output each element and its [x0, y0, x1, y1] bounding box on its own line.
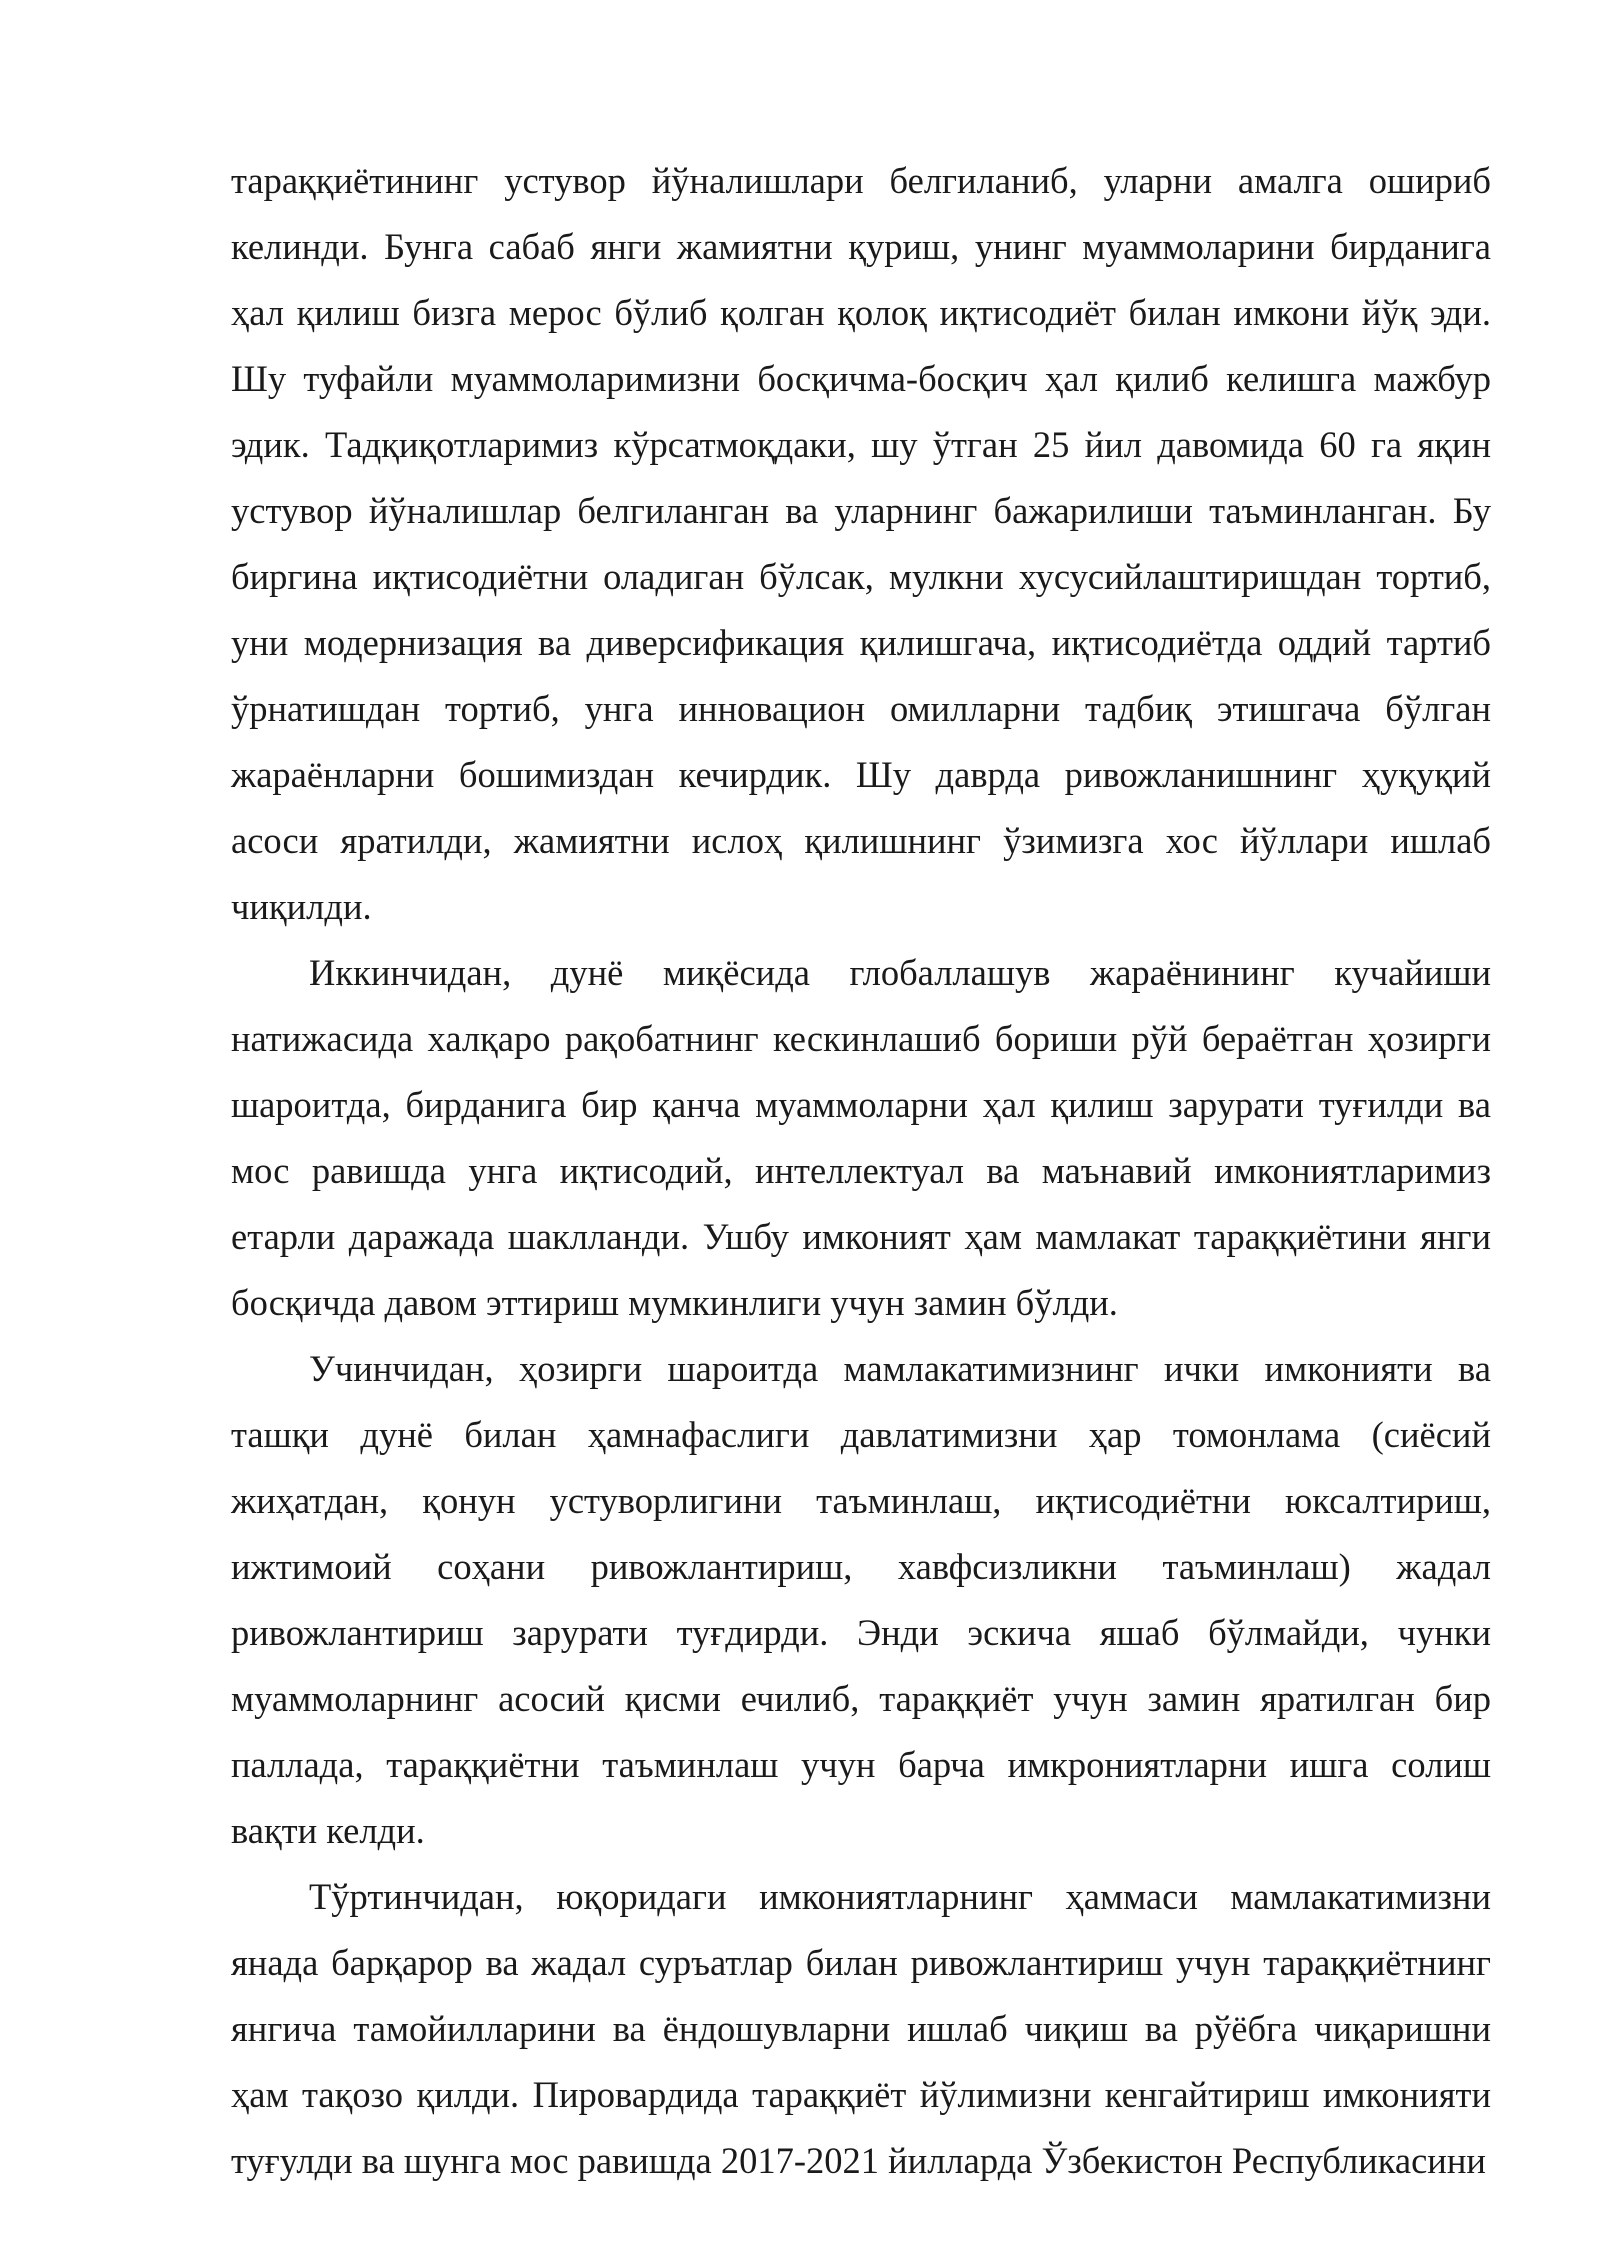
- paragraph-4: Тўртинчидан, юқоридаги имкониятларнинг ҳаммаси мамлакатимизни янада барқарор ва жадал суръатлар билан ривожлантириш учун тараққиётнинг янгича тамойилларини ва ёндошувларни ишлаб чиқиш ва рўёбга чиқаришни ҳам тақозо қилди. Пировардида тараққиёт йўлимизни кенгайтириш имконияти туғулди ва шунга мос равишда 2017-2021 йилларда Ўзбекистон Республикасини: [231, 1876, 1491, 2181]
- paragraph-3: Учинчидан, ҳозирги шароитда мамлакатимизнинг ички имконияти ва ташқи дунё билан ҳамнафаслиги давлатимизни ҳар томонлама (сиёсий жиҳатдан, қонун устуворлигини таъминлаш, иқтисодиётни юксалтириш, ижтимоий соҳани ривожлантириш, хавфсизликни таъминлаш) жадал ривожлантириш зарурати туғдирди. Энди эскича яшаб бўлмайди, чунки муаммоларнинг асосий қисми ечилиб, тараққиёт учун замин яратилган бир паллада, тараққиётни таъминлаш учун барча имкрониятларни ишга солиш вақти келди.: [231, 1348, 1491, 1851]
- document-body: [231, 148, 1491, 2194]
- paragraph-2: Иккинчидан, дунё миқёсида глобаллашув жараёнининг кучайиши натижасида халқаро рақобатнинг кескинлашиб бориши рўй бераётган ҳозирги шароитда, бирданига бир қанча муаммоларни ҳал қилиш зарурати туғилди ва мос равишда унга иқтисодий, интеллектуал ва маънавий имкониятларимиз етарли даражада шаклланди. Ушбу имконият ҳам мамлакат тараққиётини янги босқичда давом эттириш мумкинлиги учун замин бўлди.: [231, 952, 1491, 1323]
- paragraph-1: тараққиётининг устувор йўналишлари белгиланиб, уларни амалга ошириб келинди. Бунга сабаб янги жамиятни қуриш, унинг муаммоларини бирданига ҳал қилиш бизга мерос бўлиб қолган қолоқ иқтисодиёт билан имкони йўқ эди. Шу туфайли муаммоларимизни босқичма-босқич ҳал қилиб келишга мажбур эдик. Тадқиқотларимиз кўрсатмоқдаки, шу ўтган 25 йил давомида 60 га яқин устувор йўналишлар белгиланган ва уларнинг бажарилиши таъминланган. Бу биргина иқтисодиётни оладиган бўлсак, мулкни хусусийлаштиришдан тортиб, уни модернизация ва диверсификация қилишгача, иқтисодиётда оддий тартиб ўрнатишдан тортиб, унга инновацион омилларни тадбиқ этишгача бўлган жараёнларни бошимиздан кечирдик. Шу даврда ривожланишнинг ҳуқуқий асоси яратилди, жамиятни ислоҳ қилишнинг ўзимизга хос йўллари ишлаб чиқилди.: [231, 160, 1491, 927]
